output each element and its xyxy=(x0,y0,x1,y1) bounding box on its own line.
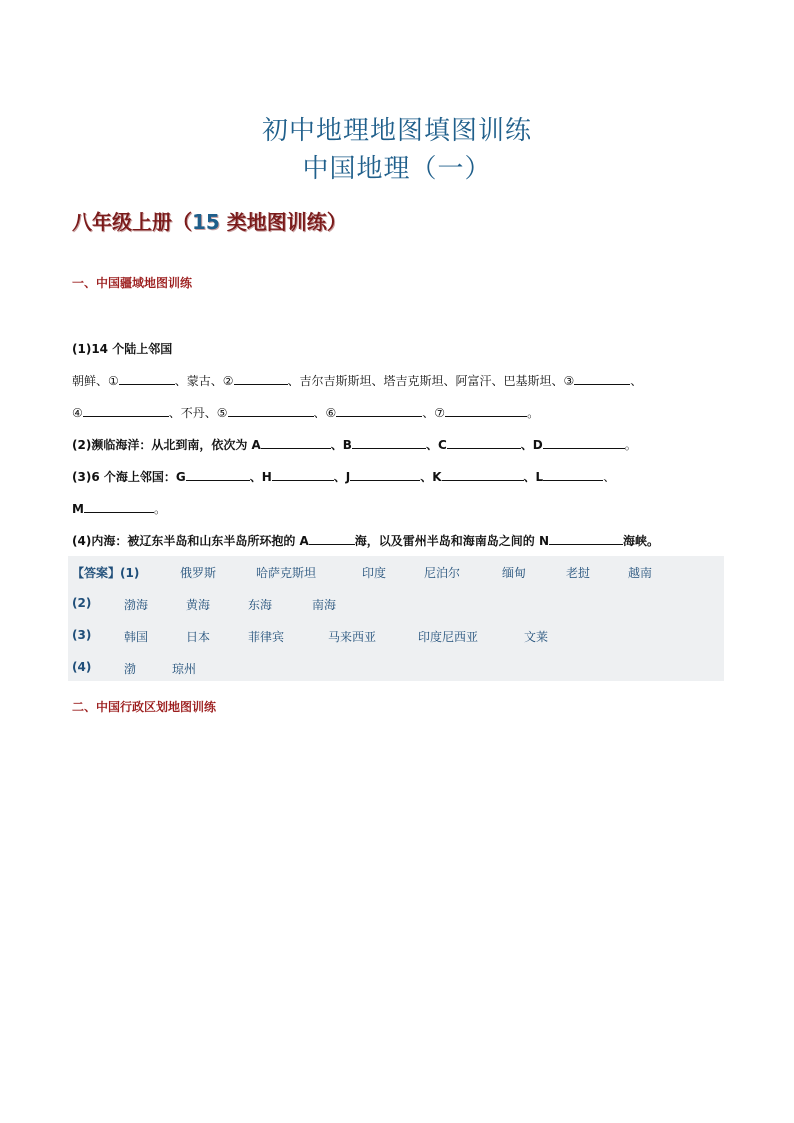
q1-row1: 朝鲜、① 、蒙古、② 、吉尔吉斯斯坦、塔吉克斯坦、阿富汗、巴基斯坦、③ 、 xyxy=(72,374,643,388)
answer-item: 印度 xyxy=(362,566,387,580)
q1-row2: ④ 、不丹、⑤ 、⑥ 、⑦ 。 xyxy=(72,406,540,420)
section-1-title: 一、中国疆域地图训练 xyxy=(72,276,193,290)
answer-item: 韩国 xyxy=(124,630,149,644)
answer-item: 越南 xyxy=(628,566,653,580)
answer-label: (2) xyxy=(72,596,92,610)
answer-item: 日本 xyxy=(186,630,211,644)
blank-2[interactable] xyxy=(234,372,288,385)
answer-item: 渤 xyxy=(124,662,137,676)
blank-3[interactable] xyxy=(574,372,630,385)
blank-l[interactable] xyxy=(543,468,603,481)
blank-strait[interactable] xyxy=(549,532,623,545)
answer-item: 黄海 xyxy=(186,598,211,612)
answer-item: 东海 xyxy=(248,598,273,612)
grade-heading xyxy=(72,206,347,235)
answer-label: (4) xyxy=(72,660,92,674)
q2-row: (2)濒临海洋：从北到南，依次为 A 、B 、C 、D 。 xyxy=(72,438,637,452)
answer-item: 老挝 xyxy=(566,566,591,580)
q3-row2: M 。 xyxy=(72,502,166,516)
blank-7[interactable] xyxy=(445,404,527,417)
answer-item: 南海 xyxy=(312,598,337,612)
answer-item: 缅甸 xyxy=(502,566,527,580)
blank-h[interactable] xyxy=(272,468,334,481)
q4-row: (4)内海：被辽东半岛和山东半岛所环抱的 A 海，以及雷州半岛和海南岛之间的 N 海峡。 xyxy=(72,534,660,548)
q1-label: (1)14 个陆上邻国 xyxy=(72,342,173,356)
blank-b[interactable] xyxy=(352,436,426,449)
blank-k[interactable] xyxy=(442,468,524,481)
answer-item: 印度尼西亚 xyxy=(418,630,479,644)
answer-item: 尼泊尔 xyxy=(424,566,461,580)
blank-c[interactable] xyxy=(447,436,521,449)
section-2-title: 二、中国行政区划地图训练 xyxy=(72,700,217,714)
blank-6[interactable] xyxy=(336,404,422,417)
answer-label: (3) xyxy=(72,628,92,642)
blank-inner-sea[interactable] xyxy=(309,532,355,545)
blank-a[interactable] xyxy=(261,436,331,449)
blank-j[interactable] xyxy=(350,468,420,481)
page-title: 初中地理地图填图训练 xyxy=(261,116,532,146)
blank-g[interactable] xyxy=(186,468,250,481)
q3-row1: (3)6 个海上邻国：G 、H 、J 、K 、L 、 xyxy=(72,470,616,484)
answer-item: 俄罗斯 xyxy=(180,566,217,580)
grade-prefix: 八年级上册（ xyxy=(72,210,192,234)
answer-item: 文莱 xyxy=(524,630,549,644)
answer-item: 马来西亚 xyxy=(328,630,377,644)
answer-box xyxy=(68,556,724,681)
answer-item: 渤海 xyxy=(124,598,149,612)
answer-heading: 【答案】(1) xyxy=(72,566,140,580)
blank-5[interactable] xyxy=(228,404,314,417)
page-subtitle: 中国地理（一） xyxy=(302,154,492,184)
grade-count: 15 xyxy=(192,210,220,234)
blank-4[interactable] xyxy=(83,404,169,417)
answer-item: 琼州 xyxy=(172,662,197,676)
grade-suffix: 类地图训练） xyxy=(219,210,347,234)
blank-d[interactable] xyxy=(543,436,625,449)
blank-1[interactable] xyxy=(119,372,175,385)
answer-item: 哈萨克斯坦 xyxy=(256,566,317,580)
blank-m[interactable] xyxy=(84,500,154,513)
answer-item: 菲律宾 xyxy=(248,630,285,644)
